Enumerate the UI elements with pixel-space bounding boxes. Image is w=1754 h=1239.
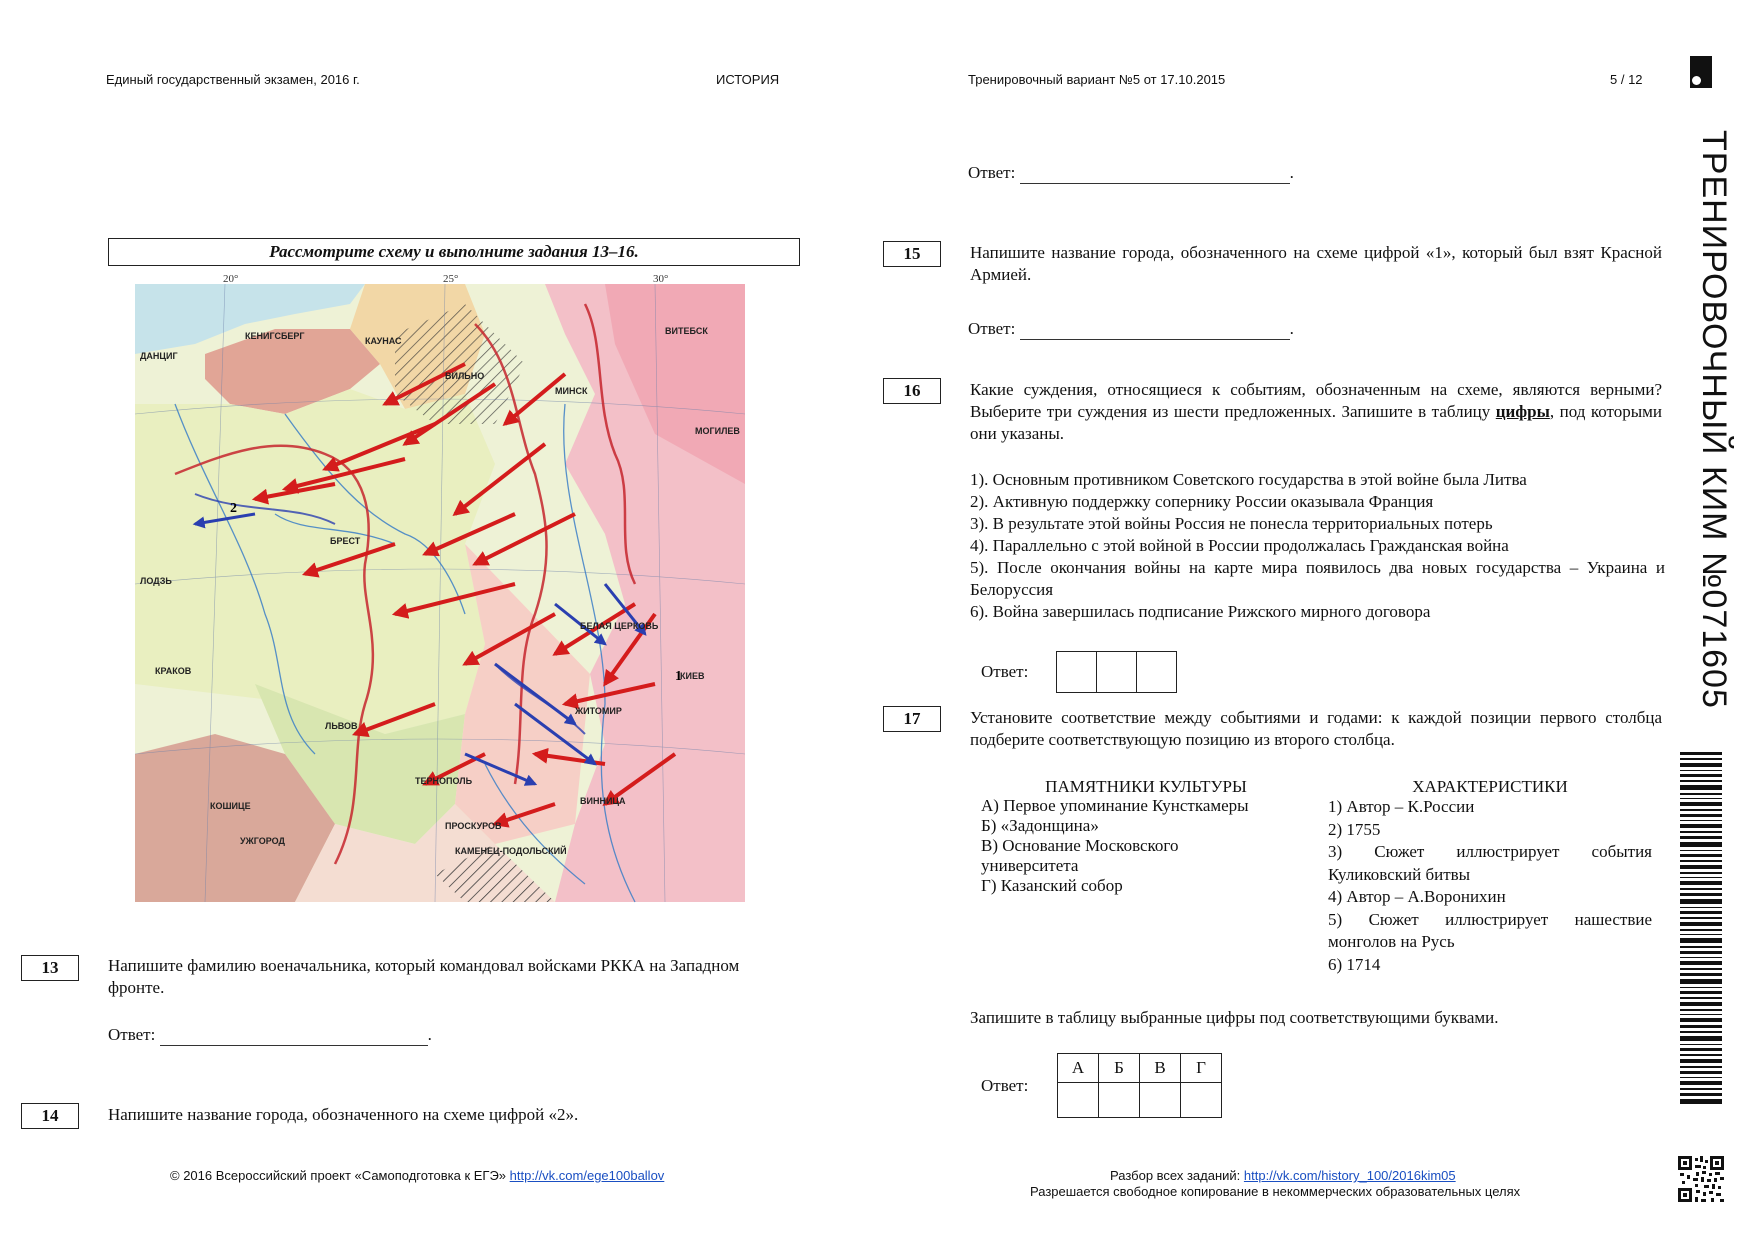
map-longitude-label: 20° (223, 273, 239, 285)
question-15-number: 15 (883, 241, 941, 267)
q17-col2-item: 6) 1714 (1328, 954, 1381, 974)
q16-answer-cell[interactable] (1096, 651, 1137, 693)
q15-answer-input[interactable] (1020, 323, 1290, 340)
footer-left-link[interactable]: http://vk.com/ege100ballov (509, 1168, 665, 1183)
q17-answer-cell[interactable] (1099, 1083, 1140, 1118)
q16-options-list (970, 469, 1665, 623)
q17-col2-item: 4) Автор – А.Воронихин (1328, 887, 1506, 906)
map-city-label: КАМЕНЕЦ-ПОДОЛЬСКИЙ (455, 846, 567, 856)
question-13-text: Напишите фамилию военачальника, который командовал войсками РККА на Западном фронте. (108, 956, 740, 997)
q15-answer-label: Ответ: (968, 319, 1016, 338)
war-map (135, 273, 745, 902)
header-subject: ИСТОРИЯ (716, 72, 780, 87)
q13-answer-label: Ответ: (108, 1025, 156, 1044)
map-city-label: ТЕРНОПОЛЬ (415, 776, 473, 786)
q17-column-2 (1328, 776, 1652, 976)
question-17-text: Установите соответствие между событиями и годами: к каждой позиции первого столбца подберите соответствующую позицию из второго столбца. (970, 708, 1662, 749)
q17-answer-table (1057, 1053, 1222, 1118)
q17-answer-cell[interactable] (1140, 1083, 1181, 1118)
qr-code-icon (1678, 1156, 1724, 1202)
q16-option: 1). Основным противником Советского государства в этой войне была Литва (970, 470, 1527, 489)
footer-license: Разрешается свободное копирование в некоммерческих образовательных целях (1030, 1184, 1521, 1199)
q16-option: 5). После окончания войны на карте мира появилось два новых государства – Украина и Белоруссия (970, 558, 1665, 599)
q15-answer-row: Ответ: . (968, 319, 1294, 338)
q17-letter-header: В (1140, 1054, 1181, 1083)
question-15-text: Напишите название города, обозначенного на схеме цифрой «1», который был взят Красной Армией. (970, 243, 1662, 284)
q17-answer-cell[interactable] (1058, 1083, 1099, 1118)
map-city-label: КИЕВ (680, 671, 705, 681)
scheme-heading: Рассмотрите схему и выполните задания 13–16. (269, 242, 639, 261)
q13-answer-row: Ответ: . (108, 1025, 432, 1044)
header-exam-title: Единый государственный экзамен, 2016 г. (106, 72, 360, 87)
map-city-label: ВИННИЦА (580, 796, 626, 806)
map-city-label: МИНСК (555, 386, 588, 396)
map-city-label: ЖИТОМИР (575, 706, 622, 716)
map-city-label: ЛЬВОВ (325, 721, 358, 731)
header-page-number: 5 / 12 (1610, 72, 1643, 87)
q16-intro-part: Какие суждения, относящиеся к событиям, обозначенным на схеме, являются верными? Выберите три суждения из шести предложенных. Запишите в таблицу (970, 380, 1662, 421)
map-city-label: БРЕСТ (330, 536, 361, 546)
q17-col2-item: 3) Сюжет иллюстрирует события Куликовский битвы (1328, 842, 1652, 884)
map-city-label: ВИЛЬНО (445, 371, 485, 381)
top-answer-label: Ответ: (968, 163, 1016, 182)
question-14-text: Напишите название города, обозначенного на схеме цифрой «2». (108, 1105, 579, 1124)
q17-letter-header: Г (1181, 1054, 1222, 1083)
map-city-label: БЕЛАЯ ЦЕРКОВЬ (580, 621, 659, 631)
q17-col2-item: 1) Автор – К.России (1328, 797, 1475, 816)
q16-answer-grid (1057, 651, 1177, 693)
q16-option: 6). Война завершилась подписание Рижского мирного договора (970, 602, 1431, 621)
map-city-label: МОГИЛЕВ (695, 426, 740, 436)
q17-col1-item: Б) «Задонщина» (981, 816, 1099, 835)
q17-col2-item: 2) 1755 (1328, 819, 1381, 839)
map-city-label: УЖГОРОД (240, 836, 285, 846)
side-kim-title: ТРЕНИРОВОЧНЫЙ КИМ №071605 (1695, 130, 1733, 709)
q16-option: 3). В результате этой войны Россия не понесла территориальных потерь (970, 514, 1493, 533)
footer-analysis-label: Разбор всех заданий: (1110, 1168, 1244, 1183)
question-17-number: 17 (883, 706, 941, 732)
question-16-number: 16 (883, 378, 941, 404)
q17-col1-title: ПАМЯТНИКИ КУЛЬТУРЫ (1045, 777, 1247, 796)
header-variant: Тренировочный вариант №5 от 17.10.2015 (968, 72, 1226, 87)
question-13-number: 13 (21, 955, 79, 981)
scheme-heading-box (108, 238, 800, 266)
q16-answer-label: Ответ: (981, 662, 1029, 681)
map-city-label: КРАКОВ (155, 666, 192, 676)
q13-answer-input[interactable] (160, 1029, 428, 1046)
q17-instruction: Запишите в таблицу выбранные цифры под соответствующими буквами. (970, 1008, 1499, 1027)
q17-col2-title: ХАРАКТЕРИСТИКИ (1412, 777, 1568, 796)
map-city-label: ПРОСКУРОВ (445, 821, 502, 831)
map-city-label: ВИТЕБСК (665, 326, 708, 336)
map-longitude-label: 25° (443, 273, 459, 285)
barcode-icon (1680, 752, 1722, 1104)
q17-letter-header: А (1058, 1054, 1099, 1083)
q16-intro-part: , под которыми они указаны. (970, 402, 1662, 443)
question-16-intro (970, 379, 1662, 445)
q17-col1-item: Г) Казанский собор (981, 876, 1123, 895)
map-city-label: ДАНЦИГ (140, 351, 178, 361)
q17-column-1 (981, 776, 1311, 896)
q17-letter-header: Б (1099, 1054, 1140, 1083)
footer-left (170, 1168, 664, 1183)
footer-copyright: © 2016 Всероссийский проект «Самоподготовка к ЕГЭ» (170, 1168, 510, 1183)
top-answer-row: Ответ: . (968, 163, 1294, 182)
map-city-label: КАУНАС (365, 336, 402, 346)
map-longitude-label: 30° (653, 273, 669, 285)
footer-right (1110, 1168, 1456, 1183)
map-marker-2: 2 (230, 501, 237, 516)
map-marker-1: 1 (675, 669, 682, 684)
q17-answer-label: Ответ: (981, 1076, 1029, 1095)
corner-marker (1690, 56, 1712, 88)
top-answer-input[interactable] (1020, 167, 1290, 184)
map-city-label: КОШИЦЕ (210, 801, 251, 811)
map-figure (135, 273, 745, 902)
q16-answer-cell[interactable] (1136, 651, 1177, 693)
q17-col1-item: А) Первое упоминание Кунсткамеры (981, 796, 1249, 815)
q16-answer-cell[interactable] (1056, 651, 1097, 693)
q17-answer-cell[interactable] (1181, 1083, 1222, 1118)
question-14-number: 14 (21, 1103, 79, 1129)
q16-option: 4). Параллельно с этой войной в России продолжалась Гражданская война (970, 536, 1509, 555)
q17-col2-item: 5) Сюжет иллюстрирует нашествие монголов на Русь (1328, 909, 1652, 951)
q16-intro-emphasis: цифры (1495, 402, 1550, 421)
q16-option: 2). Активную поддержку сопернику России оказывала Франция (970, 492, 1434, 511)
map-city-label: ЛОДЗЬ (140, 576, 172, 586)
q17-col1-item: В) Основание Московского университета (981, 836, 1179, 875)
footer-right-link[interactable]: http://vk.com/history_100/2016kim05 (1243, 1168, 1456, 1183)
map-city-label: КЕНИГСБЕРГ (245, 331, 305, 341)
